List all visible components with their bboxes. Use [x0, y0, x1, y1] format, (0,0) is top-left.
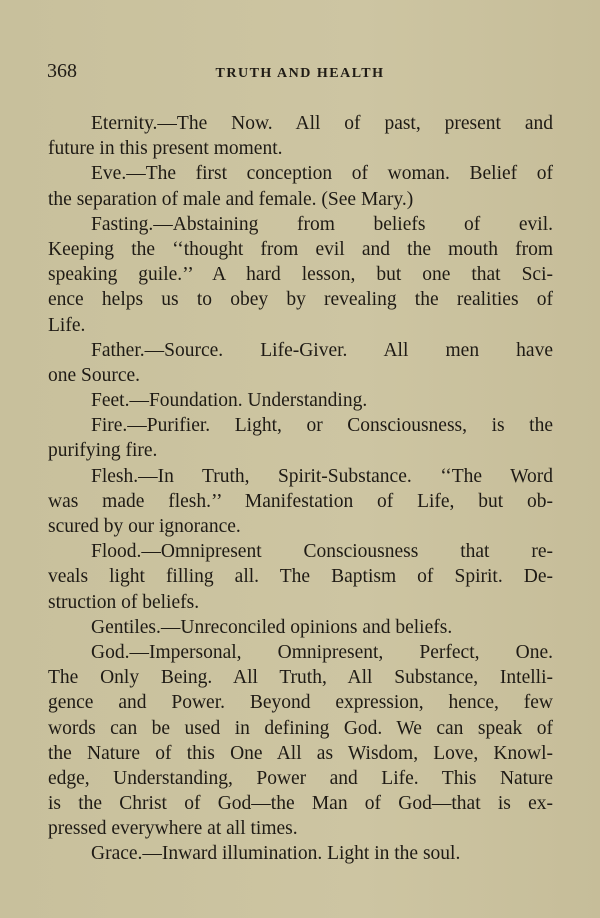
text-line: veals light filling all. The Baptism of Spirit. De-	[48, 566, 553, 588]
text-line: the separation of male and female. (See Mary.)	[48, 188, 414, 210]
text-line: words can be used in defining God. We can speak of	[48, 717, 553, 739]
running-title: TRUTH AND HEALTH	[215, 66, 385, 81]
text-line: Life.	[48, 314, 86, 336]
text-line: God.—Impersonal, Omnipresent, Perfect, One.	[91, 641, 553, 663]
text-line: scured by our ignorance.	[48, 516, 241, 537]
text-line: edge, Understanding, Power and Life. This Nature	[48, 767, 553, 789]
glossary-entry	[48, 615, 553, 640]
glossary-entry	[48, 388, 553, 413]
text-line: the Nature of this One All as Wisdom, Love, Knowl-	[48, 742, 553, 764]
text-line: Flesh.—In Truth, Spirit-Substance. ‘‘The Word	[91, 465, 553, 487]
text-line: was made flesh.’’ Manifestation of Life, but ob-	[48, 490, 553, 512]
text-line: Grace.—Inward illumination. Light in the soul.	[91, 843, 461, 865]
page-body	[48, 111, 553, 867]
page-number: 368	[47, 60, 77, 82]
text-line: The Only Being. All Truth, All Substance, Intelli-	[48, 667, 553, 689]
text-line: struction of beliefs.	[48, 591, 200, 613]
text-line: Fire.—Purifier. Light, or Consciousness, is the	[91, 415, 553, 437]
glossary-entry	[48, 841, 553, 866]
text-line: Flood.—Omnipresent Consciousness that re-	[91, 541, 553, 563]
text-line: gence and Power. Beyond expression, hence, few	[48, 692, 553, 714]
glossary-entry	[48, 338, 553, 388]
text-line: future in this present moment.	[48, 138, 283, 160]
text-line: Father.—Source. Life-Giver. All men have	[91, 339, 553, 361]
glossary-entry	[48, 640, 553, 842]
glossary-entry	[48, 111, 553, 161]
text-line: Keeping the ‘‘thought from evil and the mouth from	[48, 238, 553, 260]
glossary-entry	[48, 212, 553, 338]
text-line: Eve.—The first conception of woman. Belief of	[91, 163, 553, 185]
text-line: Fasting.—Abstaining from beliefs of evil.	[91, 213, 553, 235]
text-line: one Source.	[48, 364, 141, 386]
text-line: purifying fire.	[48, 440, 158, 462]
text-line: ence helps us to obey by revealing the realities of	[48, 289, 553, 311]
glossary-entry	[48, 464, 553, 540]
text-line: Feet.—Foundation. Understanding.	[91, 390, 368, 412]
glossary-entry	[48, 539, 553, 615]
glossary-entry	[48, 161, 553, 211]
text-line: is the Christ of God—the Man of God—that is ex-	[48, 793, 553, 815]
glossary-entry	[48, 413, 553, 463]
text-line: speaking guile.’’ A hard lesson, but one that Sci-	[48, 264, 553, 286]
text-line: Eternity.—The Now. All of past, present and	[91, 113, 553, 134]
text-line: pressed everywhere at all times.	[48, 818, 298, 840]
text-line: Gentiles.—Unreconciled opinions and beliefs.	[91, 616, 453, 638]
